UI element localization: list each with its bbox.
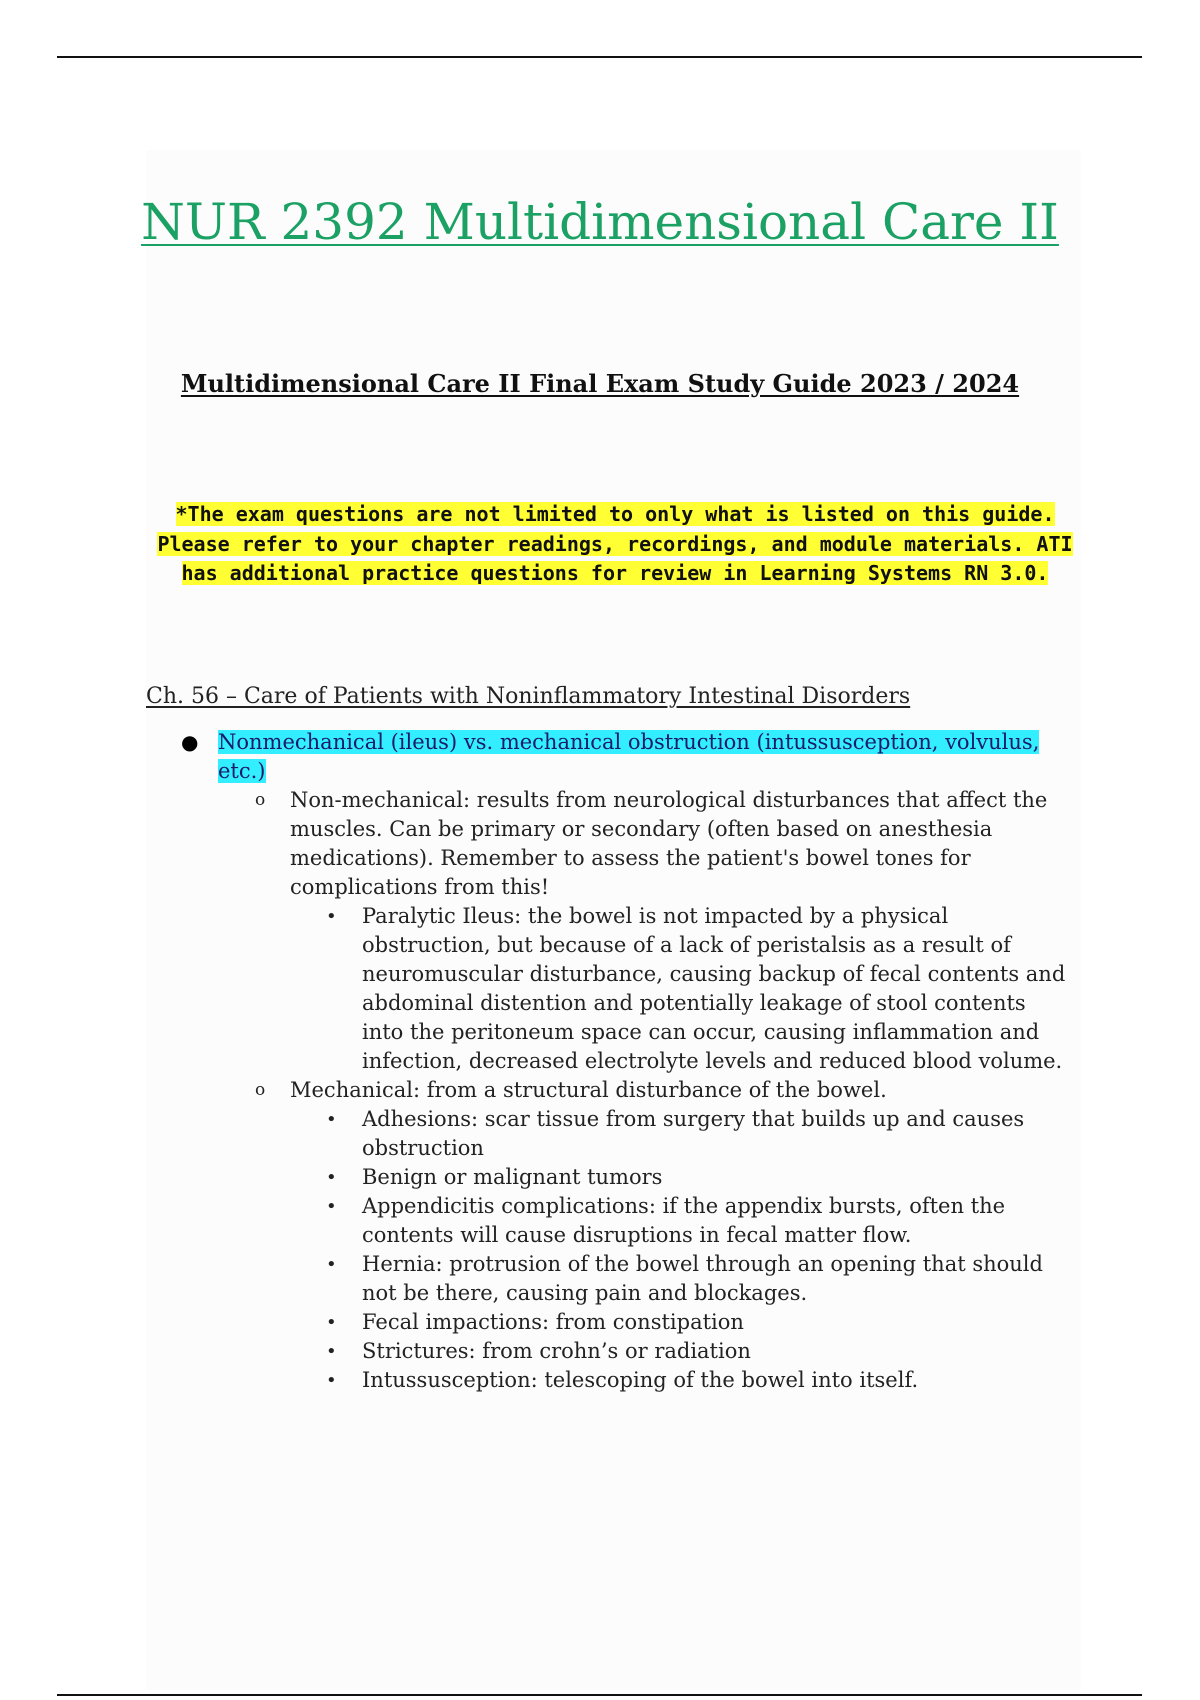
bullet-marker: ● [181, 730, 199, 754]
list-item-text: Intussusception: telescoping of the bowel into itself. [362, 1368, 919, 1392]
bullet-marker: • [326, 1167, 337, 1188]
chapter-heading: Ch. 56 – Care of Patients with Noninflammatory Intestinal Disorders [146, 684, 911, 709]
list-item [326, 1105, 1067, 1163]
exam-notice [150, 500, 1080, 589]
list-item [326, 1250, 1067, 1308]
list-item-mechanical [255, 1076, 1080, 1105]
outline [0, 728, 1200, 1395]
bullet-marker: • [326, 1254, 337, 1275]
list-item [326, 1163, 1067, 1192]
list-item [326, 1337, 1067, 1366]
circle-marker: o [255, 790, 266, 810]
bullet-marker: • [326, 906, 337, 927]
list-item-text: Adhesions: scar tissue from surgery that builds up and causes obstruction [362, 1107, 1025, 1160]
list-item [326, 1192, 1067, 1250]
bullet-marker: • [326, 1312, 337, 1333]
top-rule [57, 56, 1142, 58]
document-title: NUR 2392 Multidimensional Care II [141, 193, 1059, 251]
main-point-text: Nonmechanical (ileus) vs. mechanical obstruction (intussusception, volvulus, etc.) [218, 730, 1040, 783]
exam-notice-text: *The exam questions are not limited to only what is listed on this guide. Please refer to your chapter readings, recordings, and module materials. ATI has additional practice questions for review in Learning Systems RN 3.0. [157, 502, 1073, 585]
list-item [326, 1308, 1067, 1337]
list-item-nonmechanical [255, 786, 1080, 902]
mechanical-text: Mechanical: from a structural disturbance of the bowel. [290, 1078, 887, 1102]
list-item-text: Benign or malignant tumors [362, 1165, 663, 1189]
list-item-text: Fecal impactions: from constipation [362, 1310, 744, 1334]
bullet-marker: • [326, 1341, 337, 1362]
bullet-marker: • [326, 1196, 337, 1217]
bullet-marker: • [326, 1109, 337, 1130]
nonmechanical-text: Non-mechanical: results from neurological disturbances that affect the muscles. Can be primary or secondary (often based on anesthesia medications). Remember to assess the patient's bowel tones for complications from this! [290, 788, 1048, 899]
list-item [326, 902, 1067, 1076]
list-item-text: Paralytic Ileus: the bowel is not impacted by a physical obstruction, but because of a lack of peristalsis as a result of neuromuscular disturbance, causing backup of fecal contents and abdominal distention and potentially leakage of stool contents into the peritoneum space can occur, causing inflammation and infection, decreased electrolyte levels and reduced blood volume. [362, 904, 1066, 1073]
list-item-text: Appendicitis complications: if the appendix bursts, often the contents will cause disruptions in fecal matter flow. [362, 1194, 1006, 1247]
list-item-text: Hernia: protrusion of the bowel through an opening that should not be there, causing pain and blockages. [362, 1252, 1043, 1305]
bottom-rule [57, 1694, 1142, 1696]
list-item-text: Strictures: from crohn’s or radiation [362, 1339, 751, 1363]
bullet-marker: • [326, 1370, 337, 1391]
list-item-main-point [181, 728, 1078, 786]
list-item [326, 1366, 1067, 1395]
circle-marker: o [255, 1080, 266, 1100]
document-subtitle: Multidimensional Care II Final Exam Study Guide 2023 / 2024 [180, 369, 1020, 398]
